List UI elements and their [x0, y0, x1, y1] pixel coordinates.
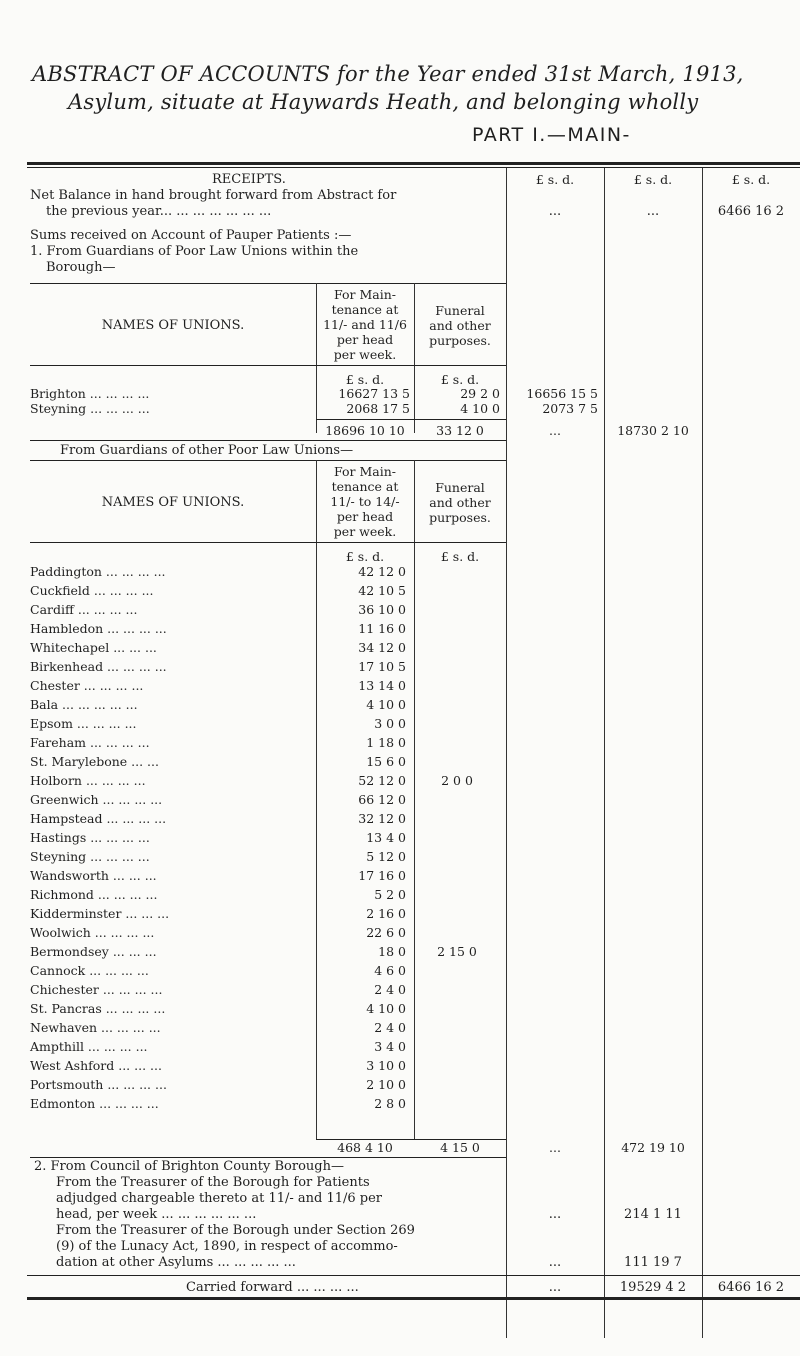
funeral-header-line: and other	[429, 318, 491, 333]
table2-row	[0, 583, 800, 598]
union-maint: 5 2 0	[374, 887, 406, 902]
table1-total-rule	[316, 419, 506, 420]
union-maint: 3 10 0	[366, 1058, 406, 1073]
part-heading: PART I.—MAIN-	[472, 124, 631, 146]
table2-funeral-header	[414, 480, 506, 525]
carried-forward-c1: ...	[548, 1280, 562, 1295]
title-line-1: ABSTRACT OF ACCOUNTS for the Year ended 31st March, 1913,	[32, 62, 744, 86]
table1-top-rule	[30, 283, 506, 284]
union-name: Chichester ... ... ... ...	[30, 982, 163, 997]
union-maint: 42 12 0	[358, 564, 406, 579]
table2-row	[0, 1077, 800, 1092]
union-name: Edmonton ... ... ... ...	[30, 1096, 159, 1111]
union-name: Chester ... ... ... ...	[30, 678, 144, 693]
union-maint: 34 12 0	[358, 640, 406, 655]
table2-row	[0, 982, 800, 997]
other-guardians-heading: From Guardians of other Poor Law Unions—	[60, 443, 354, 458]
table2-top-rule	[30, 460, 506, 461]
council-amount2: 111 19 7	[624, 1255, 682, 1270]
funeral-header-line: and other	[429, 495, 491, 510]
table2-total-maint: 468 4 10	[337, 1140, 393, 1155]
footer-bottom-rule	[27, 1297, 800, 1300]
union-name: St. Marylebone ... ...	[30, 754, 159, 769]
top-rule	[27, 162, 800, 165]
column-divider-3	[702, 168, 703, 1338]
union-maint: 36 10 0	[358, 602, 406, 617]
maint-header-line: For Main-	[334, 464, 396, 479]
union-name: Bermondsey ... ... ...	[30, 944, 157, 959]
union-maint: 3 4 0	[374, 1039, 406, 1054]
table2-row	[0, 659, 800, 674]
union-name: Holborn ... ... ... ...	[30, 773, 146, 788]
council-line-4: head, per week ... ... ... ... ... ...	[56, 1207, 257, 1222]
table2-row	[0, 1058, 800, 1073]
table1-lsd-maint: £ s. d.	[345, 372, 385, 387]
council-amount1: 214 1 11	[624, 1207, 682, 1222]
union-maint: 1 18 0	[366, 735, 406, 750]
union-funeral: 29 2 0	[460, 386, 500, 401]
union-maint: 13 4 0	[366, 830, 406, 845]
union-name: Hambledon ... ... ... ...	[30, 621, 167, 636]
table1-bottom-rule	[30, 440, 506, 441]
union-maint: 42 10 5	[358, 583, 406, 598]
table2-row	[0, 792, 800, 807]
union-maint: 17 16 0	[358, 868, 406, 883]
table2-lsd-funeral: £ s. d.	[440, 549, 480, 564]
union-maint: 17 10 5	[358, 659, 406, 674]
union-name: Steyning ... ... ... ...	[30, 849, 150, 864]
union-maint: 15 6 0	[366, 754, 406, 769]
net-balance-line-2: the previous year... ... ... ... ... ... ...	[46, 204, 272, 219]
table2-total-c2: 472 19 10	[621, 1140, 685, 1155]
union-maint: 4 6 0	[374, 963, 406, 978]
union-maint: 66 12 0	[358, 792, 406, 807]
table2-row	[0, 1039, 800, 1054]
union-total: 16656 15 5	[526, 386, 598, 401]
union-maint: 22 6 0	[366, 925, 406, 940]
council-amount1-c1: ...	[548, 1207, 562, 1222]
table2-row	[0, 1020, 800, 1035]
union-maint: 2 16 0	[366, 906, 406, 921]
union-name: Paddington ... ... ... ...	[30, 564, 166, 579]
union-name: Bala ... ... ... ... ...	[30, 697, 138, 712]
table1-total-c2: 18730 2 10	[617, 423, 689, 438]
union-name: Fareham ... ... ... ...	[30, 735, 150, 750]
footer-top-rule	[27, 1275, 800, 1276]
union-name: Portsmouth ... ... ... ...	[30, 1077, 167, 1092]
union-name: Birkenhead ... ... ... ...	[30, 659, 167, 674]
union-name: Hastings ... ... ... ...	[30, 830, 150, 845]
net-balance-line-1: Net Balance in hand brought forward from Abstract for	[30, 188, 397, 203]
table2-row	[0, 906, 800, 921]
council-line-7: dation at other Asylums ... ... ... ... ...	[56, 1255, 296, 1270]
union-name: Kidderminster ... ... ...	[30, 906, 170, 921]
table2-row	[0, 887, 800, 902]
union-maint: 2068 17 5	[346, 401, 410, 416]
table2-row	[0, 621, 800, 636]
union-name: Cardiff ... ... ... ...	[30, 602, 138, 617]
table1-header-rule	[30, 365, 506, 366]
table1-maint-header	[316, 287, 414, 362]
table2-maint-header	[316, 464, 414, 539]
maint-header-line: tenance at	[331, 479, 399, 494]
union-maint: 11 16 0	[358, 621, 406, 636]
table2-header-rule	[30, 542, 506, 543]
council-line-1: 2. From Council of Brighton County Borough—	[34, 1159, 344, 1174]
column-divider-1	[506, 168, 507, 1338]
union-name: Cannock ... ... ... ...	[30, 963, 149, 978]
table2-bottom-rule	[30, 1157, 506, 1158]
funeral-header-line: Funeral	[435, 303, 485, 318]
union-maint: 2 4 0	[374, 982, 406, 997]
col1-header: £ s. d.	[535, 172, 575, 187]
carried-forward-c3: 6466 16 2	[717, 1280, 785, 1295]
table2-total-row	[0, 1140, 800, 1155]
union-name: Ampthill ... ... ... ...	[30, 1039, 148, 1054]
table2-row	[0, 1001, 800, 1016]
table2-row	[0, 697, 800, 712]
from-guardians-line-1: 1. From Guardians of Poor Law Unions within the	[30, 244, 359, 259]
union-name: St. Pancras ... ... ... ...	[30, 1001, 166, 1016]
union-maint: 4 10 0	[366, 1001, 406, 1016]
net-balance-amount: 6466 16 2	[717, 204, 785, 219]
union-funeral: 4 10 0	[460, 401, 500, 416]
column-divider-2	[604, 168, 605, 1338]
maint-header-line: tenance at	[331, 302, 399, 317]
council-line-6: (9) of the Lunacy Act, 1890, in respect of accommo-	[56, 1239, 398, 1254]
table2-row	[0, 602, 800, 617]
table2-row	[0, 640, 800, 655]
union-maint: 5 12 0	[366, 849, 406, 864]
table2-row	[0, 944, 800, 959]
receipts-title: RECEIPTS.	[212, 172, 286, 187]
union-name: Newhaven ... ... ... ...	[30, 1020, 161, 1035]
union-maint: 32 12 0	[358, 811, 406, 826]
council-line-5: From the Treasurer of the Borough under Section 269	[56, 1223, 415, 1238]
union-maint: 2 8 0	[374, 1096, 406, 1111]
union-maint: 18 0	[378, 944, 406, 959]
union-name: Whitechapel ... ... ...	[30, 640, 157, 655]
funeral-header-line: purposes.	[429, 510, 491, 525]
union-funeral: 2 15 0	[437, 944, 477, 959]
union-name: Woolwich ... ... ... ...	[30, 925, 155, 940]
from-guardians-line-2: Borough—	[46, 260, 116, 275]
union-maint: 2 10 0	[366, 1077, 406, 1092]
funeral-header-line: purposes.	[429, 333, 491, 348]
maint-header-line: per head	[336, 509, 394, 524]
table2-row	[0, 963, 800, 978]
union-name: Epsom ... ... ... ...	[30, 716, 137, 731]
maint-header-line: For Main-	[334, 287, 396, 302]
maint-header-line: per head	[336, 332, 394, 347]
table2-row	[0, 1096, 800, 1111]
net-balance-c1: ...	[548, 204, 562, 219]
table2-total-funeral: 4 15 0	[440, 1140, 480, 1155]
table1-funeral-header	[414, 303, 506, 348]
table2-row	[0, 925, 800, 940]
union-name: Cuckfield ... ... ... ...	[30, 583, 154, 598]
union-name: Richmond ... ... ... ...	[30, 887, 158, 902]
table2-row	[0, 849, 800, 864]
table2-row	[0, 830, 800, 845]
carried-forward-label: Carried forward ... ... ... ...	[186, 1280, 359, 1295]
table2-row	[0, 564, 800, 579]
table2-row	[0, 811, 800, 826]
table2-total-c1: ...	[549, 1140, 561, 1155]
union-maint: 3 0 0	[374, 716, 406, 731]
council-line-3: adjudged chargeable thereto at 11/- and 11/6 per	[56, 1191, 383, 1206]
col3-header: £ s. d.	[731, 172, 771, 187]
table1-total-c1: ...	[549, 423, 561, 438]
carried-forward-c2: 19529 4 2	[619, 1280, 687, 1295]
union-funeral: 2 0 0	[441, 773, 473, 788]
maint-header-line: 11/- and 11/6	[323, 317, 407, 332]
title-line-2: Asylum, situate at Haywards Heath, and belonging wholly	[68, 90, 699, 114]
table1-row	[0, 386, 800, 401]
union-maint: 4 10 0	[366, 697, 406, 712]
maint-header-line: per week.	[333, 347, 397, 362]
union-maint: 2 4 0	[374, 1020, 406, 1035]
union-name: Greenwich ... ... ... ...	[30, 792, 163, 807]
union-name: Hampstead ... ... ... ...	[30, 811, 167, 826]
table2-lsd-maint: £ s. d.	[345, 549, 385, 564]
table2-row	[0, 716, 800, 731]
table1-names-header: NAMES OF UNIONS.	[101, 318, 245, 333]
table2-row	[0, 754, 800, 769]
maint-header-line: per week.	[333, 524, 397, 539]
net-balance-c2: ...	[646, 204, 660, 219]
union-maint: 52 12 0	[358, 773, 406, 788]
union-name: Steyning ... ... ... ...	[30, 401, 150, 416]
union-maint: 13 14 0	[358, 678, 406, 693]
table1-total-maint: 18696 10 10	[325, 423, 405, 438]
union-name: Brighton ... ... ... ...	[30, 386, 150, 401]
table2-row	[0, 735, 800, 750]
council-amount2-c1: ...	[548, 1255, 562, 1270]
table2-row	[0, 678, 800, 693]
table1-row	[0, 401, 800, 416]
table1-lsd-funeral: £ s. d.	[440, 372, 480, 387]
col2-header: £ s. d.	[633, 172, 673, 187]
table2-row	[0, 773, 800, 788]
table2-names-header: NAMES OF UNIONS.	[101, 495, 245, 510]
table1-total-row	[0, 423, 800, 438]
union-total: 2073 7 5	[542, 401, 598, 416]
top-rule-thin	[27, 167, 800, 168]
table1-total-funeral: 33 12 0	[436, 423, 484, 438]
maint-header-line: 11/- to 14/-	[330, 494, 400, 509]
council-line-2: From the Treasurer of the Borough for Patients	[56, 1175, 370, 1190]
sums-received: Sums received on Account of Pauper Patients :—	[30, 228, 352, 243]
union-name: Wandsworth ... ... ...	[30, 868, 157, 883]
union-maint: 16627 13 5	[338, 386, 410, 401]
table2-row	[0, 868, 800, 883]
union-name: West Ashford ... ... ...	[30, 1058, 162, 1073]
funeral-header-line: Funeral	[435, 480, 485, 495]
